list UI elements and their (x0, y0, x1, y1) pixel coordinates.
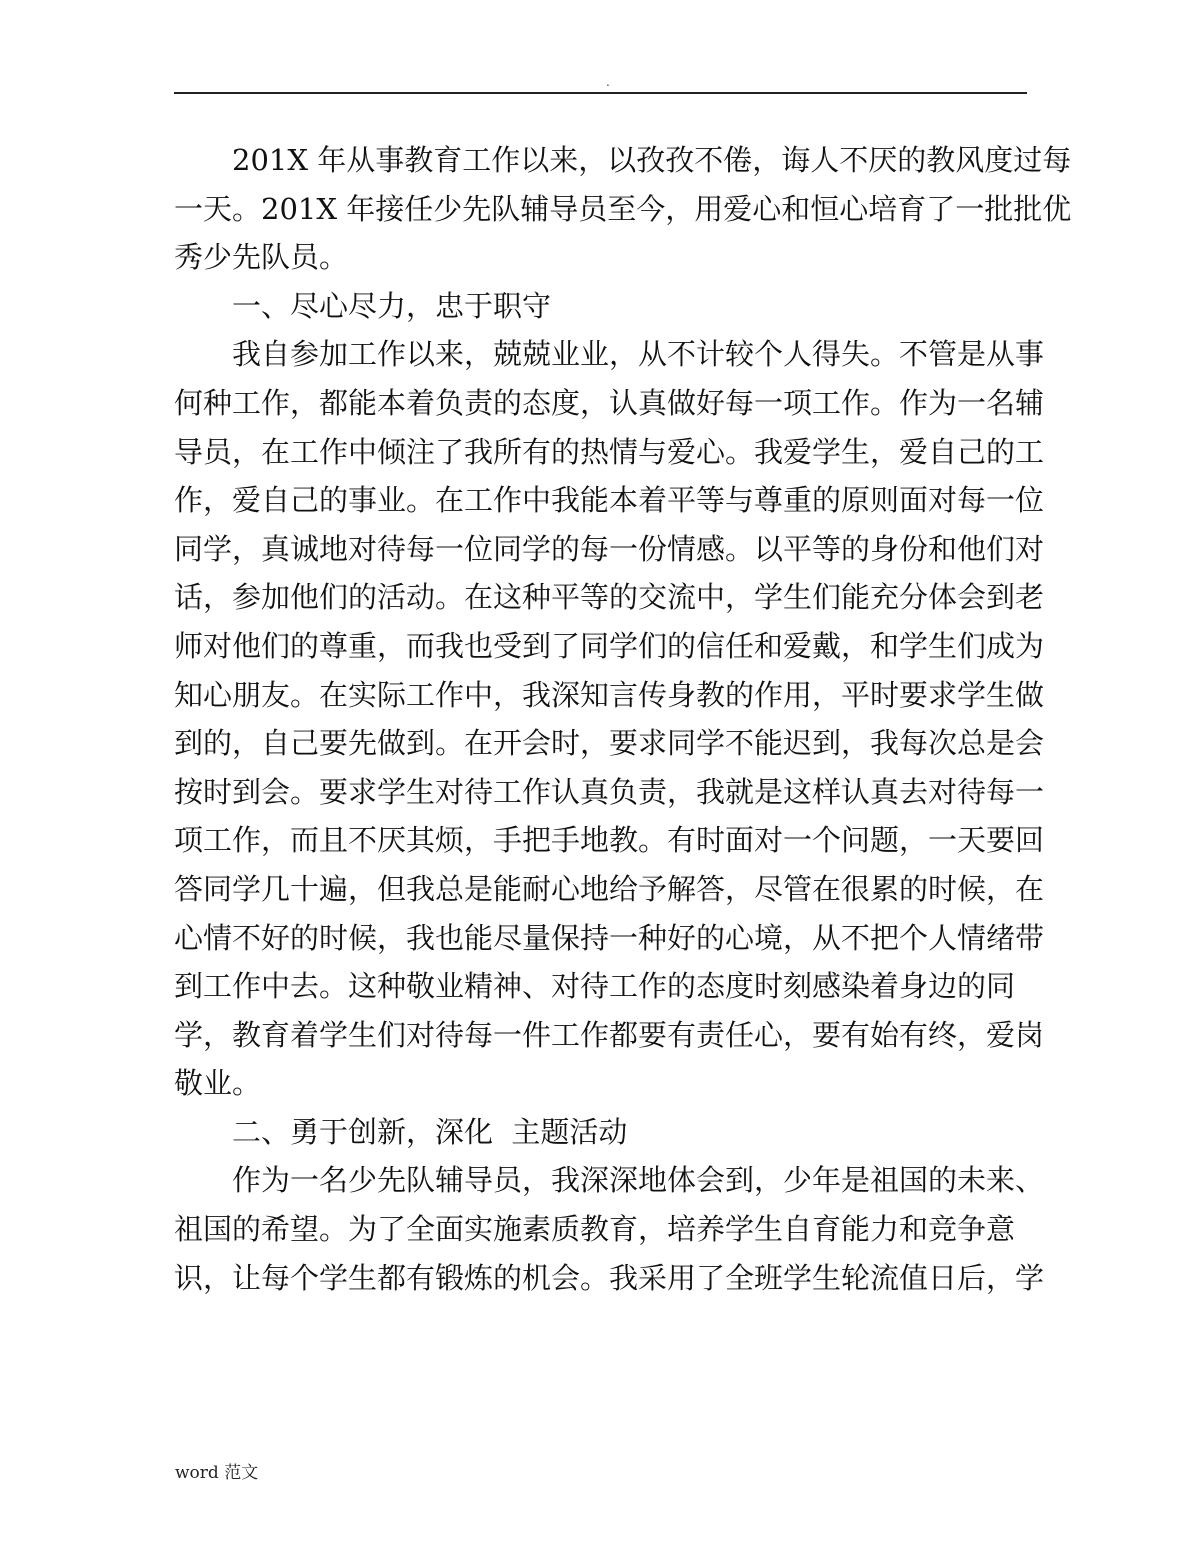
paragraph-line: 一天。201X 年接任少先队辅导员至今，用爱心和恒心培育了一批批优 (174, 191, 1072, 226)
paragraph-line: 答同学几十遍，但我总是能耐心地给予解答，尽管在很累的时候，在 (174, 871, 1045, 906)
section-heading: 一、尽心尽力，忠于职守 (232, 288, 552, 323)
paragraph-line: 敬业。 (174, 1066, 262, 1101)
paragraph-line: 按时到会。要求学生对待工作认真负责，我就是这样认真去对待每一 (174, 774, 1045, 809)
paragraph-line: 祖国的希望。为了全面实施素质教育，培养学生自育能力和竞争意 (174, 1212, 1016, 1247)
paragraph-line: 到的，自己要先做到。在开会时，要求同学不能迟到，我每次总是会 (174, 726, 1045, 761)
paragraph-line: 心情不好的时候，我也能尽量保持一种好的心境，从不把个人情绪带 (174, 920, 1045, 955)
paragraph-line: 识，让每个学生都有锻炼的机会。我采用了全班学生轮流值日后，学 (174, 1260, 1045, 1295)
paragraph-line: 话，参加他们的活动。在这种平等的交流中，学生们能充分体会到老 (174, 580, 1045, 615)
paragraph-line: 作，爱自己的事业。在工作中我能本着平等与尊重的原则面对每一位 (174, 483, 1045, 518)
paragraph-line: 我自参加工作以来，兢兢业业，从不计较个人得失。不管是从事 (232, 337, 1045, 372)
paragraph-line: 项工作，而且不厌其烦，手把手地教。有时面对一个问题，一天要回 (174, 823, 1045, 858)
paragraph-line: 学，教育着学生们对待每一件工作都要有责任心，要有始有终，爱岗 (174, 1017, 1045, 1052)
paragraph-line: 作为一名少先队辅导员，我深深地体会到，少年是祖国的未来、 (232, 1163, 1045, 1198)
paragraph-line: 何种工作，都能本着负责的态度，认真做好每一项工作。作为一名辅 (174, 385, 1045, 420)
paragraph-line: 到工作中去。这种敬业精神、对待工作的态度时刻感染着身边的同 (174, 969, 1016, 1004)
paragraph-line: 导员，在工作中倾注了我所有的热情与爱心。我爱学生，爱自己的工 (174, 434, 1045, 469)
paragraph-line: 同学，真诚地对待每一位同学的每一份情感。以平等的身份和他们对 (174, 531, 1045, 566)
paragraph-line: 201X 年从事教育工作以来，以孜孜不倦，诲人不厌的教风度过每 (232, 143, 1072, 177)
paragraph-line: 秀少先队员。 (174, 240, 349, 275)
paragraph-line: 知心朋友。在实际工作中，我深知言传身教的作用，平时要求学生做 (174, 677, 1045, 712)
header-mark: . (606, 75, 610, 89)
document-body (174, 136, 1072, 1302)
header-rule (174, 92, 1027, 94)
footer-label: word 范文 (175, 1463, 259, 1483)
paragraph-line: 师对他们的尊重，而我也受到了同学们的信任和爱戴，和学生们成为 (174, 628, 1045, 663)
section-heading: 二、勇于创新，深化 主题活动 (232, 1114, 628, 1149)
